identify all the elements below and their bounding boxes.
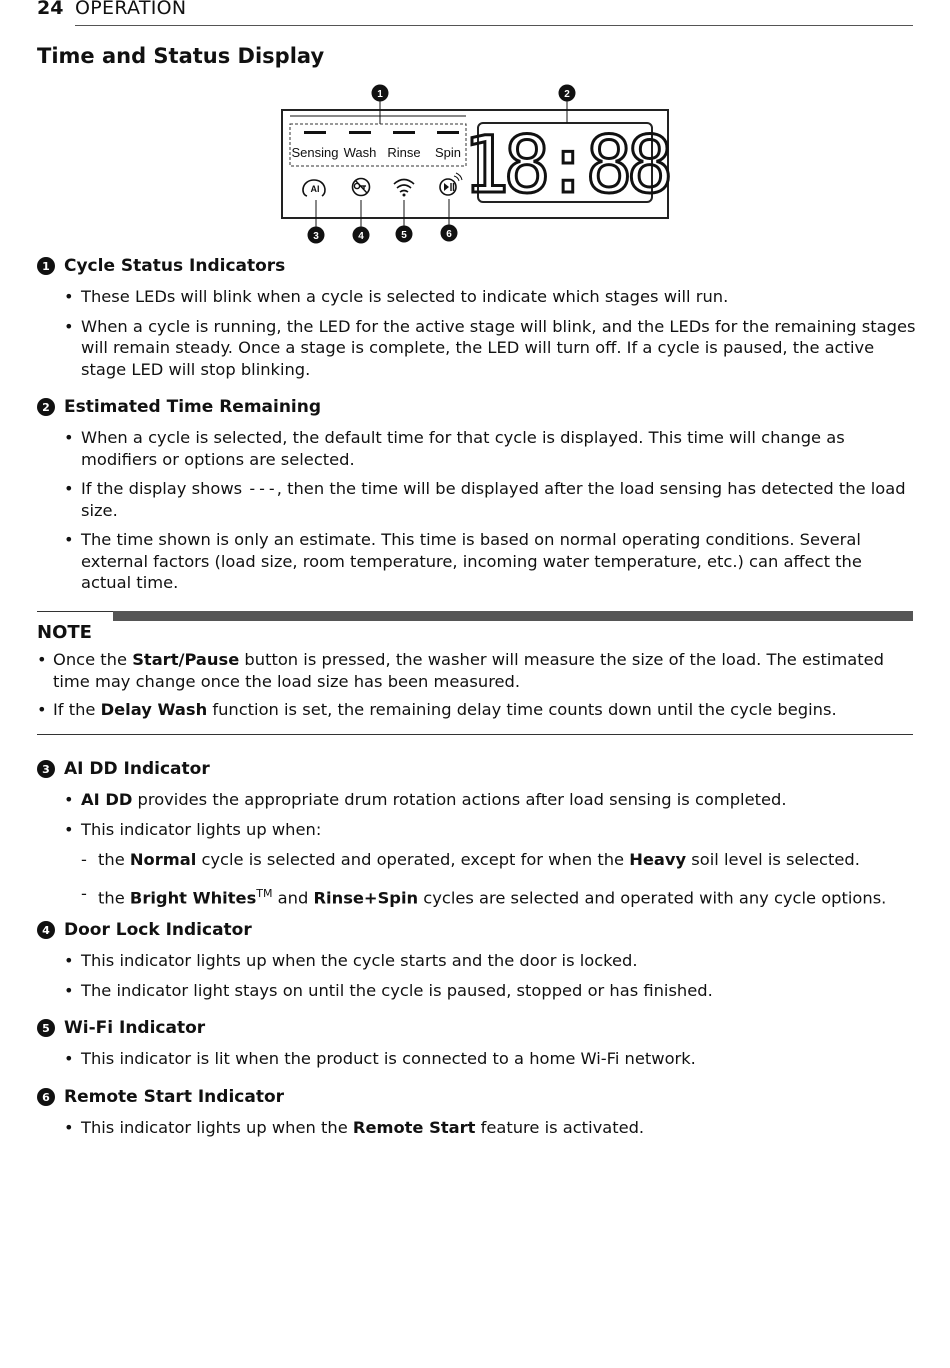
sub-bullet: - the Bright Whites™ and Rinse+Spin cycles are selected and operated with any cycle options. [37,883,917,909]
note-bar [113,611,913,621]
led-rinse [393,131,415,134]
bullet: • These LEDs will blink when a cycle is selected to indicate which stages will run. [37,286,917,308]
note-box [37,611,913,735]
bullet-display-dashes: • If the display shows ---, then the time will be displayed after the load sensing has detected the load size. [37,478,917,521]
bullet: • This indicator lights up when the cycle starts and the door is locked. [37,950,917,972]
ai-icon-label: AI [310,184,320,194]
item-title: Door Lock Indicator [64,920,252,940]
control-panel-diagram [270,80,680,248]
item-heading [37,757,917,781]
note-bottom-rule [37,734,913,735]
item-heading [37,395,917,419]
stage-label-rinse: Rinse [387,145,421,160]
callout-3 [308,227,325,244]
svg-text:3: 3 [313,231,319,242]
note-rule [37,611,113,612]
item-number-badge: 6 [37,1088,55,1106]
bullet: • The indicator light stays on until the cycle is paused, stopped or has finished. [37,980,917,1002]
item-title: AI DD Indicator [64,759,210,779]
bullet: • AI DD provides the appropriate drum rotation actions after load sensing is completed. [37,789,917,811]
bullet: • When a cycle is selected, the default time for that cycle is displayed. This time will change as modifiers or options are selected. [37,427,917,470]
item-number-badge: 1 [37,257,55,275]
item-cycle-status [37,254,917,380]
page-number: 24 [37,0,64,19]
bullet: • When a cycle is running, the LED for the active stage will blink, and the LEDs for the remaining stages will remain steady. Once a stage is complete, the LED will turn off. If a cycle is paused, the active stage LED will stop blinking. [37,316,917,381]
led-sensing [304,131,326,134]
item-number-badge: 5 [37,1019,55,1037]
callout-2 [559,85,576,102]
page-title: Time and Status Display [37,44,325,68]
item-number-badge: 2 [37,398,55,416]
svg-text:6: 6 [446,229,452,240]
section-title: OPERATION [75,0,187,19]
item-title: Wi-Fi Indicator [64,1018,206,1038]
item-door-lock [37,918,917,1001]
item-remote-start [37,1085,917,1139]
item-heading [37,1016,917,1040]
stage-label-spin: Spin [434,145,462,160]
note-item: • If the Delay Wash function is set, the remaining delay time counts down until the cycle begins. [37,699,913,721]
header-rule [75,25,913,26]
page-header [37,0,913,27]
svg-text:5: 5 [401,230,407,241]
bullet: • This indicator lights up when: [37,819,917,841]
note-item: • Once the Start/Pause button is pressed, the washer will measure the size of the load. The estimated time may change once the load size has been measured. [37,649,913,692]
stage-label-sensing: Sensing [291,145,339,160]
led-spin [437,131,459,134]
item-number-badge: 4 [37,921,55,939]
sub-bullet: - the Normal cycle is selected and operated, except for when the Heavy soil level is selected. [37,849,917,871]
item-ai-dd [37,757,917,908]
stage-label-wash: Wash [343,145,377,160]
time-display [463,121,669,211]
callout-1 [372,85,389,102]
item-title: Remote Start Indicator [64,1087,285,1107]
svg-text:1: 1 [377,89,383,100]
item-number-badge: 3 [37,760,55,778]
item-estimated-time [37,395,917,594]
item-heading [37,254,917,278]
bullet: • This indicator lights up when the Remote Start feature is activated. [37,1117,917,1139]
item-title: Cycle Status Indicators [64,256,286,276]
item-wifi [37,1016,917,1070]
item-heading [37,918,917,942]
bullet: • The time shown is only an estimate. This time is based on normal operating conditions. Several external factors (load size, room temperature, incoming water temperature, etc.) can affect the actual time. [37,529,917,594]
time-display-digits: 18:88 [462,121,668,211]
item-title: Estimated Time Remaining [64,397,322,417]
callout-4 [353,227,370,244]
callout-5 [396,226,413,243]
callout-6 [441,225,458,242]
svg-text:4: 4 [358,231,364,242]
svg-text:2: 2 [564,89,570,100]
bullet: • This indicator is lit when the product is connected to a home Wi-Fi network. [37,1048,917,1070]
dashes-symbol: --- [247,479,277,498]
note-label: NOTE [37,622,92,643]
item-heading [37,1085,917,1109]
led-wash [349,131,371,134]
